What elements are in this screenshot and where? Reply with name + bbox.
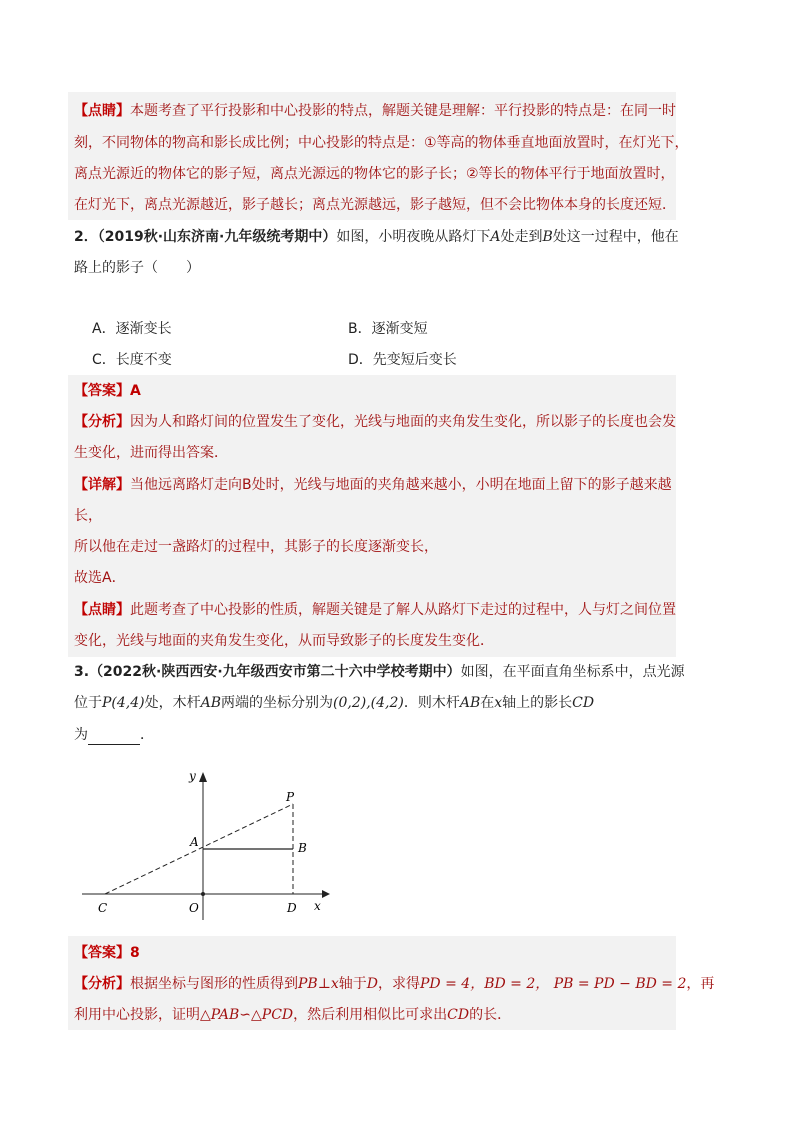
q2-answer-line xyxy=(74,381,141,401)
q3-stem-line-1 xyxy=(74,662,685,682)
q3-stem-2b: 处，木杆 xyxy=(144,695,201,711)
q3-number: 3. xyxy=(74,664,90,680)
label-d: D xyxy=(287,901,297,915)
label-p: P xyxy=(286,790,295,804)
q2-option-b[interactable] xyxy=(348,319,428,339)
block1-line-2: 刻，不同物体的物高和影长成比例；中心投影的特点是：①等高的物体垂直地面放置时，在灯光下， xyxy=(74,135,689,151)
q3-analysis-1a: 根据坐标与图形的性质得到 xyxy=(130,976,298,992)
q3-stem-line-2 xyxy=(74,693,594,713)
label-c: C xyxy=(98,901,108,915)
q3-stem-2e: 在 xyxy=(480,695,495,711)
q2-stem-line-1 xyxy=(74,227,679,247)
q3-seg-ab: AB xyxy=(200,695,222,711)
q3-stem-1: 如图，在平面直角坐标系中，点光源 xyxy=(460,664,685,680)
q3-stem-line-3 xyxy=(74,725,154,745)
q2-point-tag: 【点睛】 xyxy=(74,602,130,618)
q3-analysis-2e: 的长． xyxy=(469,1007,512,1023)
q2-stem-c: 处这一过程中，他在 xyxy=(552,229,679,245)
q2-answer-tag: 【答案】 xyxy=(74,383,130,399)
label-o: O xyxy=(189,901,199,915)
q2-detail-tag: 【详解】 xyxy=(74,477,130,493)
q2-stem-line-2: 路上的影子（ ） xyxy=(74,260,200,276)
q3-analysis-line-2 xyxy=(74,1005,511,1025)
q2-option-a[interactable] xyxy=(92,319,172,339)
q3-point-p: P(4,4) xyxy=(102,695,145,711)
q2-option-c-text: 长度不变 xyxy=(115,352,172,368)
x-axis-arrow xyxy=(322,890,330,898)
q2-detail-line-1 xyxy=(74,475,672,495)
q2-detail-line-2: 长， xyxy=(74,508,102,524)
block1-line-4: 在灯光下，离点光源越近，影子越长；离点光源越远，影子越短，但不会比物体本身的长度还短． xyxy=(74,197,676,213)
q2-number: 2． xyxy=(74,229,98,245)
q3-stem-2a: 位于 xyxy=(74,695,102,711)
q2-option-b-text: 逐渐变短 xyxy=(371,321,428,337)
q3-analysis-1f: PD = 4，BD = 2， PB = PD − BD = 2 xyxy=(420,976,687,992)
block1-line-3: 离点光源近的物体它的影子短，离点光源远的物体它的影子长；②等长的物体平行于地面放置时， xyxy=(74,166,675,182)
q2-source: （2019秋·山东济南·九年级统考期中） xyxy=(97,229,337,245)
q2-stem-a: 如图，小明夜晚从路灯下 xyxy=(336,229,491,245)
label-x: x xyxy=(314,899,321,913)
q2-option-a-text: 逐渐变长 xyxy=(115,321,172,337)
q2-var-a: A xyxy=(490,229,501,245)
block1-text-1: 本题考查了平行投影和中心投影的特点，解题关键是理解：平行投影的特点是：在同一时 xyxy=(130,103,676,119)
label-y: y xyxy=(189,769,196,783)
q2-stem-b: 处走到 xyxy=(500,229,543,245)
q3-answer-blank[interactable] xyxy=(88,730,140,745)
block1-tag: 【点睛】 xyxy=(74,103,130,119)
q2-detail-line-4: 故选A． xyxy=(74,570,126,586)
q3-analysis-2b: △PAB∽△PCD xyxy=(200,1007,294,1023)
q3-analysis-1d: D xyxy=(366,976,379,992)
q3-analysis-1g: ，再 xyxy=(686,976,715,992)
q2-analysis-text-1: 因为人和路灯间的位置发生了变化，光线与地面的夹角发生变化，所以影子的长度也会发 xyxy=(130,414,676,430)
q2-option-b-letter: B． xyxy=(348,321,372,337)
q2-analysis-line-1 xyxy=(74,412,676,432)
q3-answer-line xyxy=(74,943,140,963)
q3-seg-ab-2: AB xyxy=(459,695,481,711)
origin-dot xyxy=(201,892,205,896)
q3-stem-2f: 轴上的影长 xyxy=(502,695,573,711)
q2-var-b: B xyxy=(542,229,553,245)
q3-answer: 8 xyxy=(130,945,140,961)
q2-point-text-1: 此题考查了中心投影的性质，解题关键是了解人从路灯下走过的过程中，人与灯之间位置 xyxy=(130,602,676,618)
q2-analysis-line-2: 生变化，进而得出答案． xyxy=(74,445,228,461)
y-axis-arrow xyxy=(199,772,207,782)
q2-option-a-letter: A． xyxy=(92,321,116,337)
q3-axis-x: x xyxy=(494,695,503,711)
q2-analysis-tag: 【分析】 xyxy=(74,414,130,430)
q2-detail-line-3: 所以他在走过一盏路灯的过程中，其影子的长度逐渐变长， xyxy=(74,539,438,555)
q3-source: （2022秋·陕西西安·九年级西安市第二十六中学校考期中） xyxy=(89,664,461,680)
q3-analysis-line-1 xyxy=(74,974,714,994)
q3-analysis-1b: PB⊥x xyxy=(298,976,339,992)
label-a: A xyxy=(190,835,199,849)
q3-analysis-2c: ，然后利用相似比可求出 xyxy=(293,1007,448,1023)
q3-answer-tag: 【答案】 xyxy=(74,945,130,961)
q3-stem-2c: 两端的坐标分别为 xyxy=(221,695,334,711)
q2-option-d-letter: D． xyxy=(348,352,373,368)
q3-coords: (0,2),(4,2) xyxy=(333,695,404,711)
q2-option-c[interactable] xyxy=(92,350,172,370)
q3-analysis-1c: 轴于 xyxy=(338,976,367,992)
q2-point-line-2: 变化，光线与地面的夹角发生变化，从而导致影子的长度发生变化． xyxy=(74,633,494,649)
q3-analysis-2a: 利用中心投影，证明 xyxy=(74,1007,200,1023)
q3-stem-3: 为 xyxy=(74,727,88,743)
q2-option-d[interactable] xyxy=(348,350,457,370)
q2-option-d-text: 先变短后变长 xyxy=(372,352,457,368)
q2-detail-text-1: 当他远离路灯走向B处时，光线与地面的夹角越来越小，小明在地面上留下的影子越来越 xyxy=(130,477,672,493)
q2-point-line-1 xyxy=(74,600,676,620)
q3-analysis-tag: 【分析】 xyxy=(74,976,130,992)
q2-answer: A xyxy=(130,383,141,399)
q3-seg-cd: CD xyxy=(572,695,595,711)
q3-analysis-2d: CD xyxy=(447,1007,470,1023)
label-b: B xyxy=(298,841,307,855)
q2-option-c-letter: C． xyxy=(92,352,116,368)
q3-analysis-1e: ，求得 xyxy=(378,976,421,992)
q3-coordinate-figure xyxy=(70,760,340,925)
q3-stem-3-end: ． xyxy=(140,727,154,743)
q3-stem-2d: ．则木杆 xyxy=(403,695,460,711)
block1-line-1 xyxy=(74,101,676,121)
